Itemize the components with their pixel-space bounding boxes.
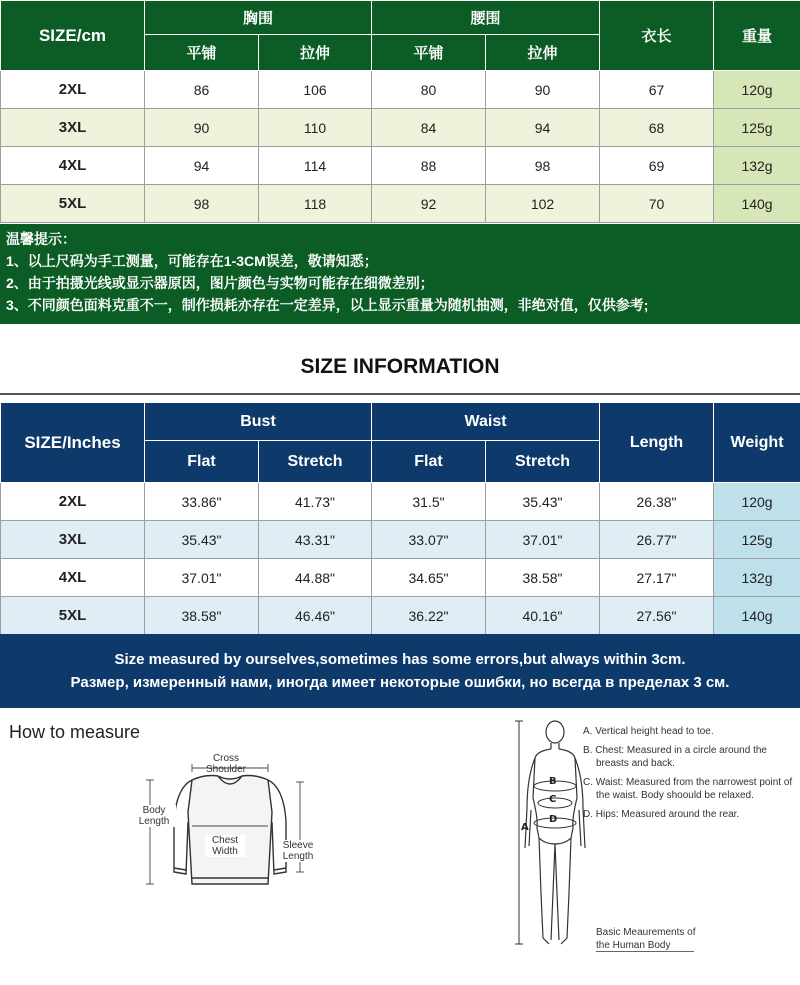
- waist-stretch-cell: 102: [486, 185, 600, 223]
- note-line: 1、以上尺码为手工测量，可能存在1-3CM误差，敬请知悉；: [6, 253, 378, 269]
- bust-flat-cell: 38.58": [145, 597, 259, 635]
- length-header: 衣长: [600, 1, 714, 71]
- chest-width-label: Chest Width: [205, 835, 245, 857]
- notes-heading: 温馨提示：: [6, 231, 76, 247]
- weight-cell: 125g: [714, 109, 800, 147]
- table-row: [1, 71, 800, 109]
- waist-header: Waist: [372, 403, 600, 441]
- size-header: SIZE/Inches: [1, 403, 145, 483]
- chest-header: 胸围: [145, 1, 372, 35]
- waist-stretch-cell: 90: [486, 71, 600, 109]
- chest-stretch-cell: 110: [259, 109, 372, 147]
- length-cell: 26.38": [600, 483, 714, 521]
- chest-stretch-header: 拉伸: [259, 35, 372, 71]
- chest-flat-cell: 86: [145, 71, 259, 109]
- chest-stretch-cell: 114: [259, 147, 372, 185]
- size-header: SIZE/cm: [1, 1, 145, 71]
- length-cell: 68: [600, 109, 714, 147]
- note-b: B. Chest: Measured in a circle around the breasts and back.: [583, 745, 767, 769]
- size-cell: 2XL: [1, 71, 145, 109]
- table-row: [1, 483, 800, 521]
- waist-flat-header: 平铺: [372, 35, 486, 71]
- chest-flat-cell: 94: [145, 147, 259, 185]
- inch-notes-panel: [0, 634, 800, 708]
- cm-notes-panel: [0, 224, 800, 324]
- weight-cell: 132g: [714, 559, 800, 597]
- waist-header: 腰围: [372, 1, 600, 35]
- bust-stretch-header: Stretch: [259, 441, 372, 483]
- bust-header: Bust: [145, 403, 372, 441]
- weight-cell: 120g: [714, 71, 800, 109]
- divider: [596, 951, 694, 952]
- length-cell: 27.56": [600, 597, 714, 635]
- size-cell: 5XL: [1, 185, 145, 223]
- waist-stretch-cell: 35.43": [486, 483, 600, 521]
- waist-flat-cell: 34.65": [372, 559, 486, 597]
- sleeve-length-label: Sleeve Length: [278, 840, 318, 862]
- bust-flat-header: Flat: [145, 441, 259, 483]
- marker-b: B: [549, 776, 557, 787]
- bust-stretch-cell: 43.31": [259, 521, 372, 559]
- bust-stretch-cell: 46.46": [259, 597, 372, 635]
- bust-flat-cell: 37.01": [145, 559, 259, 597]
- note-line-en: Size measured by ourselves,sometimes has some errors,but always within 3cm.: [114, 651, 686, 668]
- table-row: [1, 185, 800, 223]
- size-information-title: SIZE INFORMATION: [300, 355, 500, 378]
- marker-d: D: [549, 814, 558, 825]
- waist-flat-cell: 92: [372, 185, 486, 223]
- bust-flat-cell: 33.86": [145, 483, 259, 521]
- table-row: [1, 597, 800, 635]
- how-to-measure-title: How to measure: [9, 722, 141, 742]
- chest-stretch-cell: 106: [259, 71, 372, 109]
- weight-cell: 120g: [714, 483, 800, 521]
- waist-flat-cell: 88: [372, 147, 486, 185]
- length-header: Length: [600, 403, 714, 483]
- cross-shoulder-label: Cross Shoulder: [205, 753, 247, 775]
- chest-stretch-cell: 118: [259, 185, 372, 223]
- length-cell: 69: [600, 147, 714, 185]
- weight-cell: 125g: [714, 521, 800, 559]
- waist-flat-cell: 33.07": [372, 521, 486, 559]
- bust-stretch-cell: 44.88": [259, 559, 372, 597]
- marker-a: A: [521, 822, 529, 833]
- size-cell: 5XL: [1, 597, 145, 635]
- note-line: 3、不同颜色面料克重不一，制作损耗亦存在一定差异，以上显示重量为随机抽测，非绝对值，仅供参考;: [6, 297, 649, 313]
- marker-c: C: [549, 794, 557, 805]
- waist-flat-cell: 36.22": [372, 597, 486, 635]
- size-table-inches: [0, 402, 800, 635]
- waist-flat-header: Flat: [372, 441, 486, 483]
- size-cell: 4XL: [1, 147, 145, 185]
- waist-stretch-cell: 38.58": [486, 559, 600, 597]
- length-cell: 27.17": [600, 559, 714, 597]
- body-footer-caption: Basic Meaurements of the Human Body: [596, 927, 696, 951]
- bust-flat-cell: 35.43": [145, 521, 259, 559]
- size-cell: 2XL: [1, 483, 145, 521]
- table-row: [1, 559, 800, 597]
- length-cell: 26.77": [600, 521, 714, 559]
- size-table-cm: [0, 0, 800, 223]
- measurement-notes: [583, 725, 798, 827]
- chest-flat-header: 平铺: [145, 35, 259, 71]
- bust-stretch-cell: 41.73": [259, 483, 372, 521]
- note-line-ru: Размер, измеренный нами, иногда имеет некоторые ошибки, но всегда в пределах 3 см.: [70, 674, 730, 691]
- waist-stretch-header: Stretch: [486, 441, 600, 483]
- length-cell: 67: [600, 71, 714, 109]
- chest-flat-cell: 98: [145, 185, 259, 223]
- table-row: [1, 147, 800, 185]
- weight-header: 重量: [714, 1, 800, 71]
- table-row: [1, 109, 800, 147]
- table-row: [1, 521, 800, 559]
- waist-flat-cell: 80: [372, 71, 486, 109]
- weight-header: Weight: [714, 403, 800, 483]
- length-cell: 70: [600, 185, 714, 223]
- waist-stretch-cell: 98: [486, 147, 600, 185]
- waist-flat-cell: 31.5": [372, 483, 486, 521]
- note-a: A. Vertical height head to toe.: [583, 726, 714, 737]
- waist-stretch-cell: 37.01": [486, 521, 600, 559]
- size-cell: 3XL: [1, 521, 145, 559]
- waist-stretch-header: 拉伸: [486, 35, 600, 71]
- chest-flat-cell: 90: [145, 109, 259, 147]
- body-length-label: Body Length: [132, 805, 176, 827]
- weight-cell: 132g: [714, 147, 800, 185]
- note-d: D. Hips: Measured around the rear.: [583, 809, 740, 820]
- waist-stretch-cell: 94: [486, 109, 600, 147]
- divider: [0, 393, 800, 395]
- note-c: C. Waist: Measured from the narrowest point of the waist. Body shoould be relaxed.: [583, 777, 793, 801]
- note-line: 2、由于拍摄光线或显示器原因，图片颜色与实物可能存在细微差别；: [6, 275, 434, 291]
- weight-cell: 140g: [714, 597, 800, 635]
- waist-flat-cell: 84: [372, 109, 486, 147]
- weight-cell: 140g: [714, 185, 800, 223]
- size-cell: 4XL: [1, 559, 145, 597]
- size-cell: 3XL: [1, 109, 145, 147]
- waist-stretch-cell: 40.16": [486, 597, 600, 635]
